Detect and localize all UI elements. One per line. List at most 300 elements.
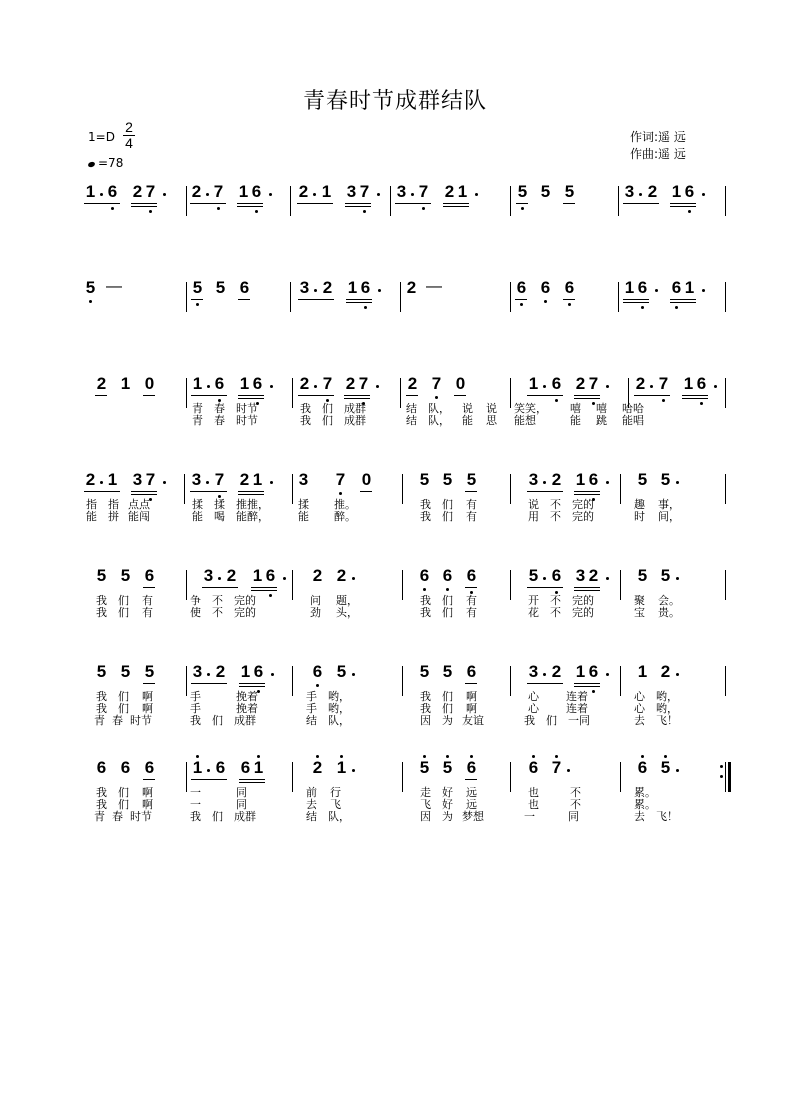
dot xyxy=(543,673,546,676)
lyric-text: 手 xyxy=(306,690,317,703)
lyric-text: 有 xyxy=(466,510,477,523)
beam-underline xyxy=(406,395,418,396)
lyric-text: 能 xyxy=(462,414,473,427)
lyric-text: 累。 xyxy=(634,798,656,811)
jianpu-note: 7 xyxy=(588,374,599,393)
beam-underline xyxy=(682,395,708,396)
beam-underline xyxy=(143,395,155,396)
lyric-text: 我 xyxy=(420,690,431,703)
lyric-text: 能 xyxy=(570,414,581,427)
augmentation-dot xyxy=(352,769,355,772)
octave-dot-above xyxy=(664,755,667,758)
octave-dot-below xyxy=(521,207,524,210)
song-title: 青春时节成群结队 xyxy=(302,89,487,114)
octave-dot-above xyxy=(470,755,473,758)
jianpu-note: 5 xyxy=(466,470,477,489)
jianpu-note: 1 xyxy=(120,374,131,393)
lyric-text: 不 xyxy=(570,786,581,799)
octave-dot-below xyxy=(339,492,342,495)
beam-underline xyxy=(574,491,600,492)
dot xyxy=(206,481,209,484)
lyric-text: 我 xyxy=(96,798,107,811)
jianpu-note: 2 xyxy=(551,470,562,489)
lyric-text: 们 xyxy=(118,594,129,607)
jianpu-note: 7 xyxy=(551,758,562,777)
barline xyxy=(620,762,621,792)
lyric-text: 友谊 xyxy=(462,714,484,727)
barline xyxy=(402,762,403,792)
lyric-text: 手 xyxy=(306,702,317,715)
lyric-text: 们 xyxy=(546,714,557,727)
lyric-text: 们 xyxy=(442,702,453,715)
octave-dot-above xyxy=(423,755,426,758)
barline xyxy=(186,378,187,408)
jianpu-note: 2 xyxy=(299,374,310,393)
augmentation-dot xyxy=(271,673,274,676)
augmentation-dot xyxy=(655,289,658,292)
beam-underline xyxy=(143,779,155,780)
lyric-text: 我 xyxy=(96,690,107,703)
lyric-text: 啊 xyxy=(142,702,153,715)
lyric-text: 队， xyxy=(328,810,350,823)
lyric-text: 完的 xyxy=(572,594,594,607)
octave-dot-below xyxy=(435,396,438,399)
barline xyxy=(292,570,293,600)
octave-dot-below xyxy=(700,402,703,405)
beam-underline xyxy=(574,494,600,495)
jianpu-note: 2 xyxy=(588,566,599,585)
lyric-text: 飞 xyxy=(330,798,341,811)
lyric-text: 青 xyxy=(192,402,203,415)
beam-underline xyxy=(191,779,227,780)
beam-underline xyxy=(465,491,477,492)
barline xyxy=(510,378,511,408)
jianpu-note: 5 xyxy=(96,566,107,585)
augmentation-dot xyxy=(475,193,478,196)
barline xyxy=(186,666,187,696)
lyric-text: 们 xyxy=(118,798,129,811)
jianpu-note: 2 xyxy=(345,374,356,393)
lyric-text: 哟， xyxy=(656,702,678,715)
jianpu-note: 6 xyxy=(466,662,477,681)
jianpu-note: 0 xyxy=(455,374,466,393)
beam-underline xyxy=(297,203,333,204)
dot xyxy=(206,193,209,196)
lyric-text: 完的 xyxy=(234,594,256,607)
barline xyxy=(292,474,293,504)
beam-underline xyxy=(238,494,264,495)
lyric-text: 心 xyxy=(634,702,645,715)
jianpu-note: 1 xyxy=(336,758,347,777)
beam-underline xyxy=(238,398,264,399)
lyric-text: 我 xyxy=(524,714,535,727)
lyric-text: 结 xyxy=(306,810,317,823)
jianpu-note: 1 xyxy=(575,470,586,489)
jianpu-note: 2 xyxy=(575,374,586,393)
dash: — xyxy=(106,278,122,295)
barline xyxy=(725,474,726,504)
jianpu-note: 1 xyxy=(252,470,263,489)
jianpu-note: 6 xyxy=(251,182,262,201)
augmentation-dot xyxy=(376,385,379,388)
lyric-text: 不 xyxy=(550,498,561,511)
lyric-text: 挽着 xyxy=(236,702,258,715)
lyric-text: 们 xyxy=(212,714,223,727)
lyric-text: 哟， xyxy=(328,690,350,703)
beam-underline xyxy=(345,203,371,204)
lyric-text: 们 xyxy=(442,510,453,523)
lyric-text: 指 xyxy=(108,498,119,511)
octave-dot-above xyxy=(532,755,535,758)
jianpu-note: 3 xyxy=(203,566,214,585)
barline xyxy=(510,474,511,504)
beam-underline xyxy=(527,491,563,492)
repeat-dot xyxy=(720,765,723,768)
jianpu-note: 5 xyxy=(120,566,131,585)
lyric-text: 我 xyxy=(96,702,107,715)
lyric-text: 时 xyxy=(634,510,645,523)
lyric-text: 说 xyxy=(462,402,473,415)
augmentation-dot xyxy=(352,577,355,580)
octave-dot-below xyxy=(363,210,366,213)
beam-underline xyxy=(634,395,670,396)
lyric-text: 喝 xyxy=(214,510,225,523)
jianpu-note: 1 xyxy=(85,182,96,201)
dot xyxy=(411,193,414,196)
octave-dot-below xyxy=(544,300,547,303)
jianpu-note: 1 xyxy=(253,758,264,777)
lyric-text: 醉。 xyxy=(334,510,356,523)
lyric-text: 不 xyxy=(570,798,581,811)
lyric-text: 春 xyxy=(112,810,123,823)
lyric-text: 我 xyxy=(300,414,311,427)
lyric-text: 我 xyxy=(420,702,431,715)
beam-underline xyxy=(623,302,649,303)
beam-underline xyxy=(670,299,696,300)
jianpu-note: 2 xyxy=(444,182,455,201)
jianpu-note: 6 xyxy=(671,278,682,297)
jianpu-note: 3 xyxy=(192,662,203,681)
jianpu-note: 5 xyxy=(120,662,131,681)
beam-underline xyxy=(237,206,263,207)
lyric-text: 们 xyxy=(212,810,223,823)
jianpu-note: 2 xyxy=(647,182,658,201)
jianpu-note: 1 xyxy=(575,662,586,681)
beam-underline xyxy=(443,206,469,207)
jianpu-note: 6 xyxy=(107,182,118,201)
lyric-text: 聚 xyxy=(634,594,645,607)
jianpu-note: 2 xyxy=(239,470,250,489)
jianpu-note: 7 xyxy=(359,182,370,201)
lyric-text: 一 xyxy=(190,798,201,811)
beam-underline xyxy=(298,395,334,396)
barline xyxy=(725,378,726,408)
beam-underline xyxy=(527,587,563,588)
beam-underline xyxy=(574,686,600,687)
beam-underline xyxy=(623,203,659,204)
lyric-text: 会。 xyxy=(658,594,680,607)
jianpu-note: 5 xyxy=(419,758,430,777)
octave-dot-below xyxy=(641,306,644,309)
lyric-text: 我 xyxy=(420,594,431,607)
octave-dot-above xyxy=(446,755,449,758)
jianpu-note: 2 xyxy=(336,566,347,585)
barline xyxy=(620,666,621,696)
augmentation-dot xyxy=(378,289,381,292)
augmentation-dot xyxy=(377,193,380,196)
beam-underline xyxy=(237,203,263,204)
lyric-text: 我 xyxy=(190,714,201,727)
beam-underline xyxy=(251,590,277,591)
barline xyxy=(186,186,187,216)
jianpu-note: 1 xyxy=(683,374,694,393)
lyric-text: 远 xyxy=(466,798,477,811)
lyric-text: 推推， xyxy=(236,498,269,511)
jianpu-note: 1 xyxy=(252,566,263,585)
beam-underline xyxy=(191,299,203,300)
lyric-text: 春 xyxy=(112,714,123,727)
jianpu-note: 1 xyxy=(238,182,249,201)
lyric-text: 完的 xyxy=(572,606,594,619)
barline xyxy=(186,570,187,600)
jianpu-note: 6 xyxy=(215,758,226,777)
lyric-text: 不 xyxy=(212,606,223,619)
dot xyxy=(543,481,546,484)
jianpu-note: 6 xyxy=(637,278,648,297)
beam-underline xyxy=(623,299,649,300)
octave-dot-below xyxy=(196,303,199,306)
lyric-text: 哈哈 xyxy=(622,402,644,415)
augmentation-dot xyxy=(702,193,705,196)
lyric-text: 我 xyxy=(420,510,431,523)
jianpu-note: 1 xyxy=(528,374,539,393)
octave-dot-above xyxy=(316,755,319,758)
jianpu-note: 3 xyxy=(396,182,407,201)
beam-underline xyxy=(465,683,477,684)
octave-dot-below xyxy=(592,402,595,405)
barline xyxy=(390,186,391,216)
jianpu-note: 1 xyxy=(624,278,635,297)
jianpu-note: 6 xyxy=(684,182,695,201)
barline xyxy=(725,762,726,792)
lyric-text: 去 xyxy=(306,798,317,811)
augmentation-dot xyxy=(676,673,679,676)
octave-dot-below xyxy=(662,399,665,402)
lyric-text: 贵。 xyxy=(658,606,680,619)
jianpu-note: 5 xyxy=(442,758,453,777)
jianpu-note: 5 xyxy=(517,182,528,201)
lyric-text: 开 xyxy=(528,594,539,607)
jianpu-note: 6 xyxy=(419,566,430,585)
augmentation-dot xyxy=(606,481,609,484)
octave-dot-below xyxy=(364,306,367,309)
lyric-text: 去 xyxy=(634,810,645,823)
jianpu-note: 6 xyxy=(528,758,539,777)
tempo-value: =78 xyxy=(98,156,124,170)
dash: — xyxy=(426,278,442,295)
lyric-text: 因 xyxy=(420,810,431,823)
lyric-text: 也 xyxy=(528,786,539,799)
jianpu-note: 2 xyxy=(312,758,323,777)
lyric-text: 完的 xyxy=(572,498,594,511)
dot xyxy=(207,769,210,772)
jianpu-note: 5 xyxy=(442,662,453,681)
lyric-text: 青 xyxy=(94,810,105,823)
beam-underline xyxy=(574,683,600,684)
jianpu-note: 7 xyxy=(213,182,224,201)
barline xyxy=(510,570,511,600)
jianpu-note: 3 xyxy=(299,278,310,297)
lyric-text: 连着 xyxy=(566,690,588,703)
lyric-text: 为 xyxy=(442,714,453,727)
jianpu-note: 5 xyxy=(336,662,347,681)
beam-underline xyxy=(344,395,370,396)
jianpu-note: 6 xyxy=(144,566,155,585)
lyric-text: 争 xyxy=(190,594,201,607)
lyric-text: 推。 xyxy=(334,498,356,511)
octave-dot-below xyxy=(422,207,425,210)
augmentation-dot xyxy=(269,193,272,196)
lyric-text: 头， xyxy=(336,606,358,619)
jianpu-note: 2 xyxy=(96,374,107,393)
lyric-text: 心 xyxy=(528,690,539,703)
barline xyxy=(292,666,293,696)
lyric-text: 啊 xyxy=(142,690,153,703)
beam-underline xyxy=(563,299,575,300)
lyric-text: 能醉， xyxy=(236,510,269,523)
beam-underline xyxy=(360,491,372,492)
lyric-text: 有 xyxy=(466,594,477,607)
lyric-text: 我 xyxy=(420,498,431,511)
lyric-text: 笑笑， xyxy=(514,402,547,415)
lyric-text: 累。 xyxy=(634,786,656,799)
augmentation-dot xyxy=(270,481,273,484)
jianpu-note: 6 xyxy=(144,758,155,777)
jianpu-note: 2 xyxy=(215,662,226,681)
jianpu-note: 2 xyxy=(312,566,323,585)
lyric-text: 们 xyxy=(442,498,453,511)
lyric-text: 问 xyxy=(310,594,321,607)
lyric-text: 梦想 xyxy=(462,810,484,823)
beam-underline xyxy=(574,395,600,396)
lyric-text: 队， xyxy=(428,414,450,427)
jianpu-note: 6 xyxy=(540,278,551,297)
lyric-text: 成群 xyxy=(344,414,366,427)
lyricist-credit: 作词:遥 远 xyxy=(630,130,686,144)
dot xyxy=(207,385,210,388)
barline xyxy=(725,282,726,312)
jianpu-note: 6 xyxy=(360,278,371,297)
lyric-text: 远 xyxy=(466,786,477,799)
dot xyxy=(207,673,210,676)
barline xyxy=(725,186,726,216)
beam-underline xyxy=(670,302,696,303)
jianpu-note: 2 xyxy=(406,278,417,297)
lyric-text: 连着 xyxy=(566,702,588,715)
beam-underline xyxy=(202,587,238,588)
lyric-text: 挽着 xyxy=(236,690,258,703)
jianpu-note: 6 xyxy=(637,758,648,777)
jianpu-note: 1 xyxy=(637,662,648,681)
beam-underline xyxy=(574,587,600,588)
lyric-text: 因 xyxy=(420,714,431,727)
lyric-text: 队， xyxy=(328,714,350,727)
lyric-text: 们 xyxy=(322,402,333,415)
lyric-text: 时节 xyxy=(236,414,258,427)
lyric-text: 啊 xyxy=(142,786,153,799)
beam-underline xyxy=(238,395,264,396)
augmentation-dot xyxy=(606,385,609,388)
barline xyxy=(292,378,293,408)
lyric-text: 事， xyxy=(658,498,680,511)
lyric-text: 有 xyxy=(466,498,477,511)
key-signature: 1=D xyxy=(88,130,115,144)
lyric-text: 手 xyxy=(190,702,201,715)
lyric-text: 有 xyxy=(142,594,153,607)
lyric-text: 同 xyxy=(236,798,247,811)
jianpu-note: 6 xyxy=(696,374,707,393)
barline xyxy=(402,570,403,600)
octave-dot-below xyxy=(675,306,678,309)
beam-underline xyxy=(670,206,696,207)
lyric-text: 揉 xyxy=(214,498,225,511)
lyric-text: 能唱 xyxy=(622,414,644,427)
lyric-text: 飞！ xyxy=(656,810,678,823)
jianpu-note: 6 xyxy=(96,758,107,777)
jianpu-note: 2 xyxy=(226,566,237,585)
lyric-text: 揉 xyxy=(298,498,309,511)
time-signature-top: 2 xyxy=(125,119,133,135)
jianpu-note: 6 xyxy=(551,566,562,585)
barline xyxy=(290,282,291,312)
jianpu-note: 6 xyxy=(214,374,225,393)
lyric-text: 时节 xyxy=(130,810,152,823)
lyric-text: 手 xyxy=(190,690,201,703)
beam-underline xyxy=(239,683,265,684)
augmentation-dot xyxy=(270,385,273,388)
lyric-text: 结 xyxy=(406,414,417,427)
beam-underline xyxy=(515,299,527,300)
octave-dot-below xyxy=(446,588,449,591)
jianpu-note: 5 xyxy=(540,182,551,201)
beam-underline xyxy=(344,398,370,399)
lyric-text: 们 xyxy=(118,786,129,799)
jianpu-note: 3 xyxy=(298,470,309,489)
beam-underline xyxy=(345,206,371,207)
lyric-text: 行 xyxy=(330,786,341,799)
jianpu-note: 3 xyxy=(528,662,539,681)
augmentation-dot xyxy=(567,769,570,772)
end-barline xyxy=(728,762,731,792)
barline xyxy=(620,474,621,504)
lyric-text: 用 xyxy=(528,510,539,523)
octave-dot-above xyxy=(196,755,199,758)
lyric-text: 完的 xyxy=(572,510,594,523)
jianpu-note: 6 xyxy=(252,374,263,393)
augmentation-dot xyxy=(676,577,679,580)
jianpu-note: 7 xyxy=(145,470,156,489)
composer-credit: 作曲:遥 远 xyxy=(630,147,686,161)
jianpu-note: 5 xyxy=(660,470,671,489)
time-signature xyxy=(122,120,136,151)
jianpu-note: 1 xyxy=(107,470,118,489)
lyric-text: 我 xyxy=(420,606,431,619)
jianpu-note: 1 xyxy=(240,662,251,681)
beam-underline xyxy=(191,683,227,684)
dot xyxy=(314,385,317,388)
lyric-text: 们 xyxy=(442,594,453,607)
lyric-text: 拼 xyxy=(108,510,119,523)
